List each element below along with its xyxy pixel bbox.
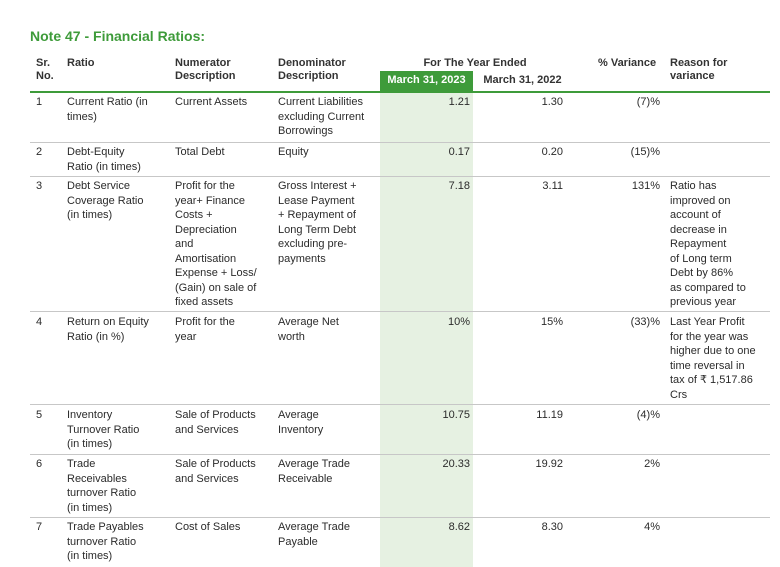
row-3-numerator: Profit for the year+ Finance Costs + Depreciation and Amortisation Expense + Loss/ (Gain) on sale of fixed assets [175, 180, 257, 308]
row-6-ratio: Trade Receivables turnover Ratio (in times) [67, 458, 137, 514]
row-3-fy2023: 7.18 [448, 180, 470, 192]
row-1-denominator: Current Liabilities excluding Current Borrowings [278, 96, 365, 137]
row-3-sr: 3 [36, 180, 43, 192]
row-4-numerator: Profit for the year [175, 316, 235, 343]
row-1-sr: 1 [36, 96, 43, 108]
row-divider [30, 454, 770, 455]
row-2-denominator: Equity [278, 146, 309, 158]
header-ratio: Ratio [67, 57, 95, 69]
header-year-previous: March 31, 2022 [483, 74, 562, 86]
header-rule [30, 91, 770, 93]
row-divider [30, 311, 770, 312]
row-4-sr: 4 [36, 316, 43, 328]
row-5-ratio: Inventory Turnover Ratio (in times) [67, 409, 140, 450]
row-1-fy2022: 1.30 [541, 96, 563, 108]
row-5-fy2022: 11.19 [536, 409, 563, 421]
row-6-fy2023: 20.33 [442, 458, 470, 470]
header-denominator: Denominator Description [278, 57, 346, 82]
row-2-numerator: Total Debt [175, 146, 225, 158]
row-4-denominator: Average Net worth [278, 316, 339, 343]
row-1-fy2023: 1.21 [448, 96, 470, 108]
row-3-fy2022: 3.11 [542, 180, 563, 192]
row-6-sr: 6 [36, 458, 43, 470]
header-year-current: March 31, 2023 [387, 74, 466, 86]
row-2-fy2022: 0.20 [541, 146, 563, 158]
row-7-fy2023: 8.62 [448, 521, 470, 533]
row-2-variance: (15)% [630, 146, 660, 158]
row-divider [30, 142, 770, 143]
row-4-fy2022: 15% [540, 316, 563, 328]
row-6-fy2022: 19.92 [535, 458, 563, 470]
row-6-variance: 2% [644, 458, 660, 470]
row-5-denominator: Average Inventory [278, 409, 324, 436]
header-period-group: For The Year Ended [423, 57, 527, 69]
row-6-denominator: Average Trade Receivable [278, 458, 350, 485]
row-5-variance: (4)% [636, 409, 660, 421]
row-7-sr: 7 [36, 521, 43, 533]
row-3-ratio: Debt Service Coverage Ratio (in times) [67, 180, 144, 221]
row-1-numerator: Current Assets [175, 96, 248, 108]
row-7-denominator: Average Trade Payable [278, 521, 350, 548]
page-title: Note 47 - Financial Ratios: [30, 28, 206, 44]
row-4-variance: (33)% [630, 316, 660, 328]
header-sr-no: Sr. No. [36, 57, 54, 82]
row-2-sr: 2 [36, 146, 43, 158]
row-7-variance: 4% [644, 521, 660, 533]
row-7-numerator: Cost of Sales [175, 521, 241, 533]
row-3-reason: Ratio has improved on account of decrease in Repayment of Long term Debt by 86% as compared to previous year [670, 180, 746, 308]
row-7-ratio: Trade Payables turnover Ratio (in times) [67, 521, 144, 562]
row-5-numerator: Sale of Products and Services [175, 409, 256, 436]
row-2-ratio: Debt-Equity Ratio (in times) [67, 146, 141, 173]
row-5-fy2023: 10.75 [442, 409, 470, 421]
row-1-ratio: Current Ratio (in times) [67, 96, 148, 123]
row-divider [30, 176, 770, 177]
row-4-fy2023: 10% [447, 316, 470, 328]
row-5-sr: 5 [36, 409, 43, 421]
row-divider [30, 404, 770, 405]
row-1-variance: (7)% [636, 96, 660, 108]
header-numerator: Numerator Description [175, 57, 236, 82]
header-variance: % Variance [598, 57, 657, 69]
row-2-fy2023: 0.17 [448, 146, 470, 158]
row-3-variance: 131% [631, 180, 660, 192]
row-divider [30, 517, 770, 518]
row-4-ratio: Return on Equity Ratio (in %) [67, 316, 149, 343]
row-6-numerator: Sale of Products and Services [175, 458, 256, 485]
header-reason: Reason for variance [670, 57, 728, 82]
row-3-denominator: Gross Interest + Lease Payment + Repayment of Long Term Debt excluding pre- payments [278, 180, 357, 265]
row-4-reason: Last Year Profit for the year was higher due to one time reversal in tax of ₹ 1,517.86 Crs [670, 316, 756, 401]
row-7-fy2022: 8.30 [541, 521, 563, 533]
